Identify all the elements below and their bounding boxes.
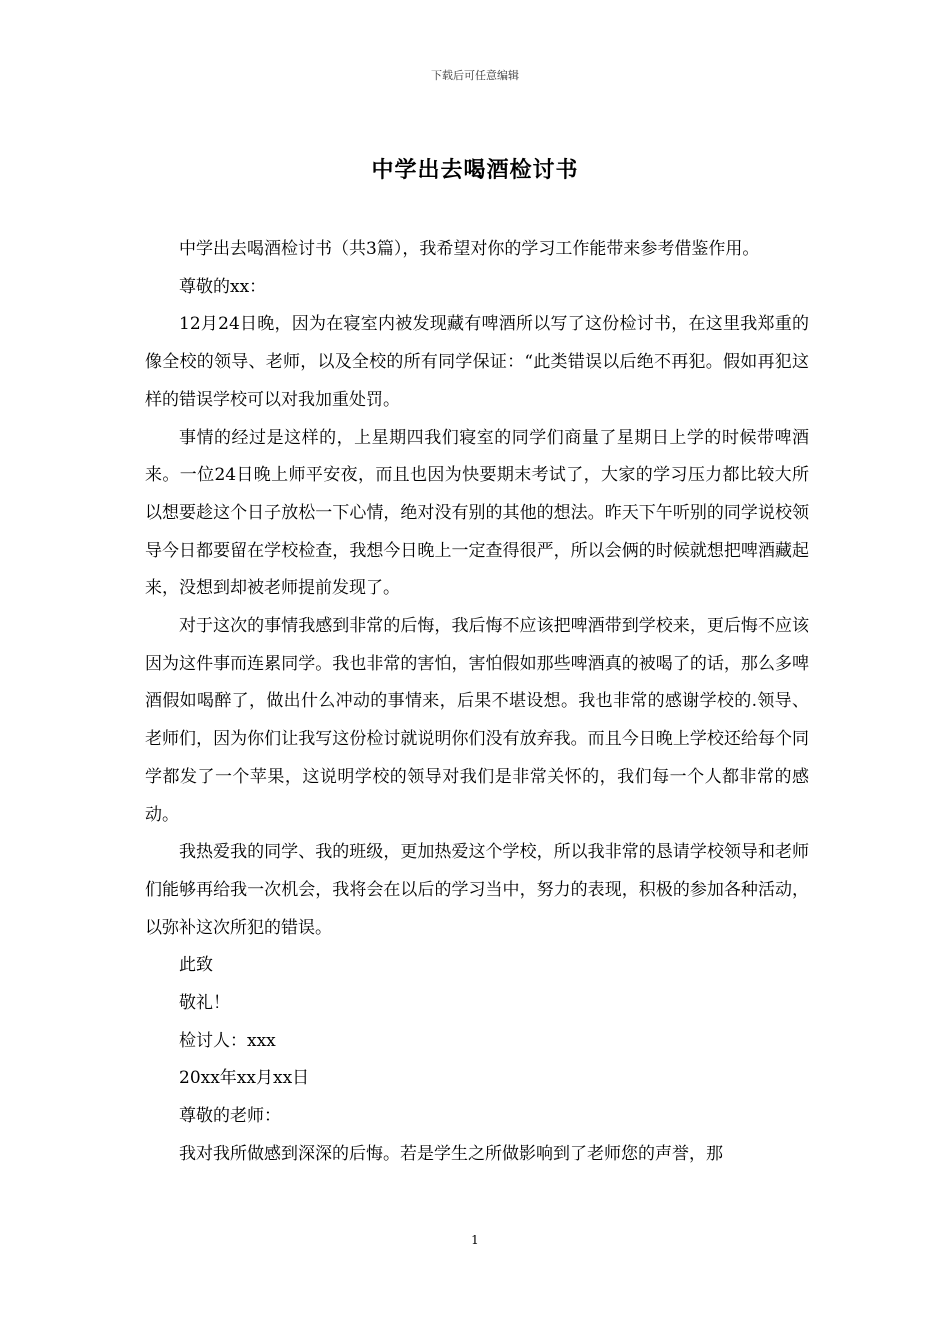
paragraph-background: 事情的经过是这样的，上星期四我们寝室的同学们商量了星期日上学的时候带啤酒来。一位24日晚上师平安夜，而且也因为快要期末考试了，大家的学习压力都比较大所以想要趁这个日子放松一下心情，绝对没有别的其他的想法。昨天下午听别的同学说校领导今日都要留在学校检查，我想今日晚上一定查得很严，所以会俩的时候就想把啤酒藏起来，没想到却被老师提前发现了。 — [145, 427, 809, 599]
paragraph-incident: 12月24日晚，因为在寝室内被发现藏有啤酒所以写了这份检讨书，在这里我郑重的像全校的领导、老师，以及全校的所有同学保证：“此类错误以后绝不再犯。假如再犯这样的错误学校可以对我加重处罚。 — [145, 314, 809, 410]
page-number: 1 — [471, 1233, 479, 1247]
paragraph-request: 我热爱我的同学、我的班级，更加热爱这个学校，所以我非常的恳请学校领导和老师们能够再给我一次机会，我将会在以后的学习当中，努力的表现，积极的参加各种活动，以弥补这次所犯的错误。 — [145, 842, 809, 938]
paragraph-regret: 对于这次的事情我感到非常的后悔，我后悔不应该把啤酒带到学校来，更后悔不应该因为这件事而连累同学。我也非常的害怕，害怕假如那些啤酒真的被喝了的话，那么多啤酒假如喝醉了，做出什么冲动的事情来，后果不堪设想。我也非常的感谢学校的.领导、老师们，因为你们让我写这份检讨就说明你们没有放弃我。而且今日晚上学校还给每个同学都发了一个苹果，这说明学校的领导对我们是非常关怀的，我们每一个人都非常的感动。 — [145, 616, 809, 825]
header-note: 下载后可任意编辑 — [431, 69, 519, 82]
paragraph-date: 20xx年xx月xx日 — [179, 1068, 310, 1089]
document-title: 中学出去喝酒检讨书 — [371, 157, 579, 183]
paragraph-salutation: 尊敬的xx： — [179, 276, 267, 297]
document-body — [145, 231, 809, 1174]
paragraph-closing-2: 敬礼！ — [179, 993, 230, 1014]
paragraph-intro: 中学出去喝酒检讨书（共3篇），我希望对你的学习工作能带来参考借鉴作用。 — [179, 239, 760, 259]
paragraph-salutation-2: 尊敬的老师： — [179, 1106, 281, 1127]
paragraph-second-letter: 我对我所做感到深深的后悔。若是学生之所做影响到了老师您的声誉，那 — [179, 1143, 723, 1164]
paragraph-signer: 检讨人：xxx — [179, 1030, 276, 1051]
paragraph-closing-1: 此致 — [179, 955, 213, 976]
